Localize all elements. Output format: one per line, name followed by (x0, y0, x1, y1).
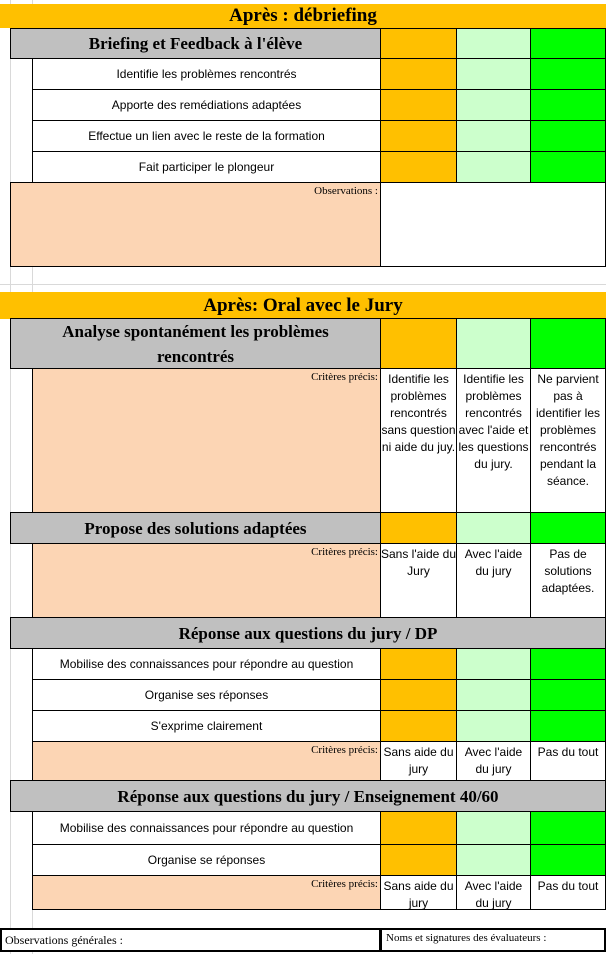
level-yellow-cell[interactable] (380, 648, 457, 680)
criterion-mobilise-connaissances: Mobilise des connaissances pour répondre au question (32, 648, 381, 680)
level-light-green-cell[interactable] (456, 151, 531, 183)
level-light-green-cell[interactable] (456, 58, 531, 90)
level-description-yellow: Sans l'aide du Jury (380, 543, 457, 618)
level-light-green-cell[interactable] (456, 512, 531, 544)
level-green-cell[interactable] (530, 89, 606, 121)
level-description-light-green: Identifie les problèmes rencontrés avec l'aide et les questions du jury. (456, 368, 531, 513)
level-description-light-green: Avec l'aide du jury (456, 875, 531, 910)
level-yellow-cell[interactable] (380, 28, 457, 59)
level-light-green-cell[interactable] (456, 844, 531, 876)
level-yellow-cell[interactable] (380, 318, 457, 369)
level-green-cell[interactable] (530, 151, 606, 183)
criterion-exprime-clairement: S'exprime clairement (32, 710, 381, 742)
level-description-light-green: Avec l'aide du jury (456, 543, 531, 618)
criterion-organise-reponses: Organise se réponses (32, 844, 381, 876)
signatures-field[interactable] (380, 928, 606, 952)
criteres-precis-label: Critères précis: (311, 546, 378, 558)
level-yellow-cell[interactable] (380, 120, 457, 152)
level-green-cell[interactable] (530, 679, 606, 711)
level-description-green: Pas de solutions adaptées. (530, 543, 606, 618)
level-green-cell[interactable] (530, 318, 606, 369)
level-green-cell[interactable] (530, 58, 606, 90)
section-debriefing-title: Après : débriefing (0, 4, 606, 28)
level-description-light-green: Avec l'aide du jury (456, 741, 531, 781)
level-description-green: Pas du tout (530, 741, 606, 781)
level-description-green: Ne parvient pas à identifier les problèmes rencontrés pendant la séance. (530, 368, 606, 513)
grid-row-line (0, 284, 606, 285)
reponse-questions-dp-header: Réponse aux questions du jury / DP (10, 617, 606, 649)
criteres-precis-label: Critères précis: (311, 371, 378, 383)
level-description-yellow: Identifie les problèmes rencontrés sans question ni aide du juy. (380, 368, 457, 513)
level-yellow-cell[interactable] (380, 679, 457, 711)
level-green-cell[interactable] (530, 512, 606, 544)
level-light-green-cell[interactable] (456, 710, 531, 742)
propose-solutions-header: Propose des solutions adaptées (10, 512, 381, 544)
observations-label-cell (10, 182, 381, 267)
level-yellow-cell[interactable] (380, 89, 457, 121)
level-light-green-cell[interactable] (456, 679, 531, 711)
criteres-precis-label: Critères précis: (311, 744, 378, 756)
criteres-precis-cell (32, 741, 381, 781)
criterion-lien-formation: Effectue un lien avec le reste de la formation (32, 120, 381, 152)
level-description-yellow: Sans aide du jury (380, 741, 457, 781)
criterion-fait-participer: Fait participer le plongeur (32, 151, 381, 183)
level-yellow-cell[interactable] (380, 151, 457, 183)
observations-input-area[interactable] (380, 182, 606, 267)
reponse-questions-enseignement-header: Réponse aux questions du jury / Enseignement 40/60 (10, 780, 606, 812)
level-light-green-cell[interactable] (456, 648, 531, 680)
section-oral-jury-title: Après: Oral avec le Jury (0, 292, 606, 319)
level-light-green-cell[interactable] (456, 318, 531, 369)
general-observations-field[interactable] (0, 928, 381, 952)
level-green-cell[interactable] (530, 28, 606, 59)
criteres-precis-cell (32, 875, 381, 910)
level-yellow-cell[interactable] (380, 844, 457, 876)
level-yellow-cell[interactable] (380, 58, 457, 90)
criteres-precis-label: Critères précis: (311, 878, 378, 890)
criteres-precis-cell (32, 368, 381, 513)
signatures-label: Noms et signatures des évaluateurs : (386, 932, 547, 944)
level-light-green-cell[interactable] (456, 120, 531, 152)
level-light-green-cell[interactable] (456, 89, 531, 121)
level-green-cell[interactable] (530, 120, 606, 152)
level-description-green: Pas du tout (530, 875, 606, 910)
level-yellow-cell[interactable] (380, 811, 457, 845)
observations-label: Observations : (314, 185, 378, 197)
criterion-organise-reponses: Organise ses réponses (32, 679, 381, 711)
criterion-mobilise-connaissances: Mobilise des connaissances pour répondre au question (32, 811, 381, 845)
briefing-feedback-header: Briefing et Feedback à l'élève (10, 28, 381, 59)
level-yellow-cell[interactable] (380, 512, 457, 544)
level-light-green-cell[interactable] (456, 811, 531, 845)
level-description-yellow: Sans aide du jury (380, 875, 457, 910)
level-yellow-cell[interactable] (380, 710, 457, 742)
analyse-problemes-header: Analyse spontanément les problèmes rencontrés (10, 318, 381, 369)
level-green-cell[interactable] (530, 811, 606, 845)
level-green-cell[interactable] (530, 710, 606, 742)
level-light-green-cell[interactable] (456, 28, 531, 59)
level-green-cell[interactable] (530, 844, 606, 876)
criterion-identifie-problemes: Identifie les problèmes rencontrés (32, 58, 381, 90)
general-observations-label: Observations générales : (5, 933, 123, 947)
criterion-remediations: Apporte des remédiations adaptées (32, 89, 381, 121)
criteres-precis-cell (32, 543, 381, 618)
level-green-cell[interactable] (530, 648, 606, 680)
